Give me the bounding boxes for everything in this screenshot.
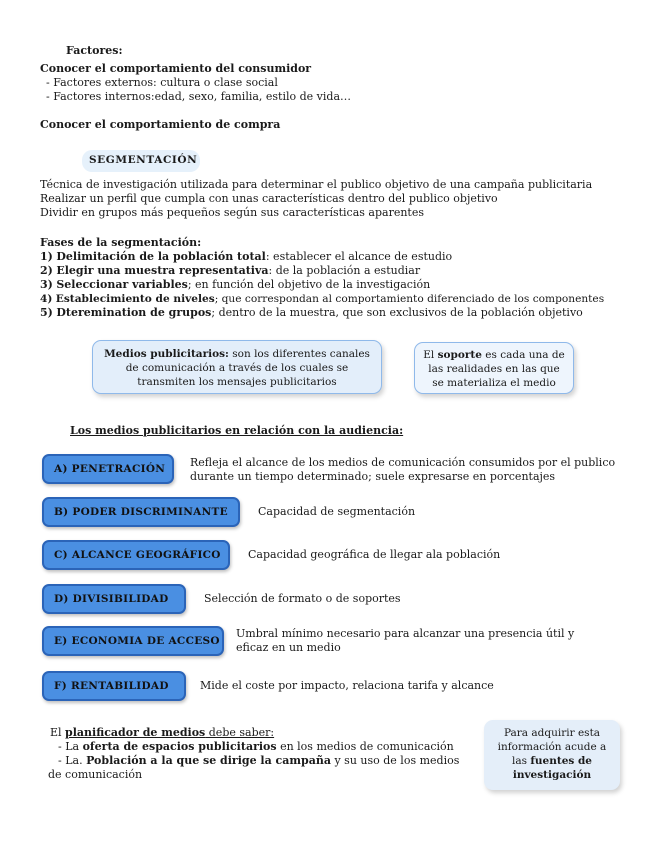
penetracion-desc-2: durante un tiempo determinado; suele expresarse en porcentajes	[190, 470, 556, 483]
poder-discriminante-label: B) PODER DISCRIMINANTE	[42, 497, 240, 527]
fase-num: 3)	[40, 278, 53, 291]
fuentes-line-3	[484, 754, 620, 768]
poder-discriminante-desc: Capacidad de segmentación	[258, 505, 416, 518]
rentabilidad-label: F) RENTABILIDAD	[42, 671, 186, 701]
fase-bold: Delimitación de la población total	[56, 250, 266, 263]
soporte-bold: soporte	[437, 349, 482, 361]
fase-num: 4)	[40, 293, 53, 305]
planificador-item2-bold: Población a la que se dirige la campaña	[86, 754, 331, 767]
fase-rest: ; que correspondan al comportamiento diferenciado de los componentes	[214, 293, 605, 305]
rentabilidad-desc: Mide el coste por impacto, relaciona tarifa y alcance	[200, 679, 494, 692]
fase-bold: Seleccionar variables	[56, 278, 188, 291]
consumidor-heading: Conocer el comportamiento del consumidor	[40, 62, 312, 75]
planificador-rest: debe saber:	[205, 726, 275, 739]
fase-num: 1)	[40, 250, 53, 263]
economia-acceso-label: E) ECONOMIA DE ACCESO	[42, 626, 224, 656]
fase-num: 2)	[40, 264, 53, 277]
fase-bold: Elegir una muestra representativa	[56, 264, 269, 277]
fase-num: 5)	[40, 306, 53, 319]
fase-item	[40, 306, 583, 320]
fase-rest: ; en función del objetivo de la investigación	[187, 278, 431, 291]
alcance-geografico-desc: Capacidad geográfica de llegar ala población	[248, 548, 501, 561]
factores-internos: - Factores internos:edad, sexo, familia, estilo de vida…	[46, 90, 352, 103]
divisibilidad-desc: Selección de formato o de soportes	[204, 592, 401, 605]
factores-externos: - Factores externos: cultura o clase social	[46, 76, 278, 89]
planificador-bold: planificador de medios	[65, 726, 206, 739]
soporte-line-1	[415, 348, 573, 362]
penetracion-desc-1: Refleja el alcance de los medios de comunicación consumidos por el publico	[190, 456, 616, 469]
soporte-pre: El	[423, 349, 438, 361]
fase-bold: Establecimiento de niveles	[55, 293, 215, 305]
planificador-pre: El	[50, 726, 66, 739]
medios-line-1	[93, 347, 381, 361]
medios-line-3: transmiten los mensajes publicitarios	[137, 376, 337, 388]
planificador-item2-rest: y su uso de los medios	[330, 754, 460, 767]
soporte-line-2: las realidades en las que	[428, 363, 560, 375]
planificador-item-2	[58, 754, 459, 768]
fase-item	[40, 264, 420, 278]
planificador-item2-pre: - La.	[58, 754, 87, 767]
fuentes-line-4: investigación	[512, 769, 592, 781]
fuentes-line-2: información acude a	[497, 741, 607, 753]
segmentacion-line-1: Técnica de investigación utilizada para determinar el publico objetivo de una campaña publicitaria	[40, 178, 593, 191]
fuentes-box	[484, 720, 620, 790]
fase-rest: ; dentro de la muestra, que son exclusivos de la población objetivo	[211, 306, 583, 319]
soporte-line-3: se materializa el medio	[432, 377, 556, 389]
planificador-heading	[50, 726, 274, 740]
audiencia-title: Los medios publicitarios en relación con la audiencia:	[70, 424, 404, 437]
compra-heading: Conocer el comportamiento de compra	[40, 118, 281, 131]
segmentacion-line-3: Dividir en grupos más pequeños según sus características aparentes	[40, 206, 424, 219]
medios-bold: Medios publicitarios:	[104, 348, 229, 360]
fase-item	[40, 250, 452, 264]
soporte-line1-rest: es cada una de	[481, 349, 565, 361]
fuentes-line-1: Para adquirir esta	[503, 727, 601, 739]
planificador-item1-rest: en los medios de comunicación	[276, 740, 454, 753]
planificador-item1-pre: - La	[58, 740, 83, 753]
fuentes-line3-bold: fuentes de	[530, 755, 592, 767]
segmentacion-line-2: Realizar un perfil que cumpla con unas características dentro del publico objetivo	[40, 192, 498, 205]
penetracion-label: A) PENETRACIÓN	[42, 454, 174, 484]
factores-title: Factores:	[66, 44, 123, 57]
fase-rest: : de la población a estudiar	[268, 264, 421, 277]
planificador-item-2-cont: de comunicación	[48, 768, 143, 781]
medios-line-2: de comunicación a través de los cuales se	[125, 362, 349, 374]
fase-item	[40, 278, 430, 292]
medios-line1-rest: son los diferentes canales	[228, 348, 370, 360]
fases-title: Fases de la segmentación:	[40, 236, 202, 249]
planificador-item-1	[58, 740, 454, 754]
economia-acceso-desc-2: eficaz en un medio	[236, 641, 341, 654]
planificador-item1-bold: oferta de espacios publicitarios	[82, 740, 277, 753]
medios-publicitarios-box	[92, 340, 382, 394]
fase-item	[40, 292, 604, 306]
fase-rest: : establecer el alcance de estudio	[265, 250, 453, 263]
fase-bold: Dteremination de grupos	[56, 306, 212, 319]
divisibilidad-label: D) DIVISIBILIDAD	[42, 584, 186, 614]
fuentes-line3-pre: las	[512, 755, 531, 767]
soporte-box	[414, 342, 574, 394]
segmentacion-title: SEGMENTACIÓN	[89, 154, 198, 166]
economia-acceso-desc-1: Umbral mínimo necesario para alcanzar una presencia útil y	[236, 627, 575, 640]
alcance-geografico-label: C) ALCANCE GEOGRÁFICO	[42, 540, 230, 570]
